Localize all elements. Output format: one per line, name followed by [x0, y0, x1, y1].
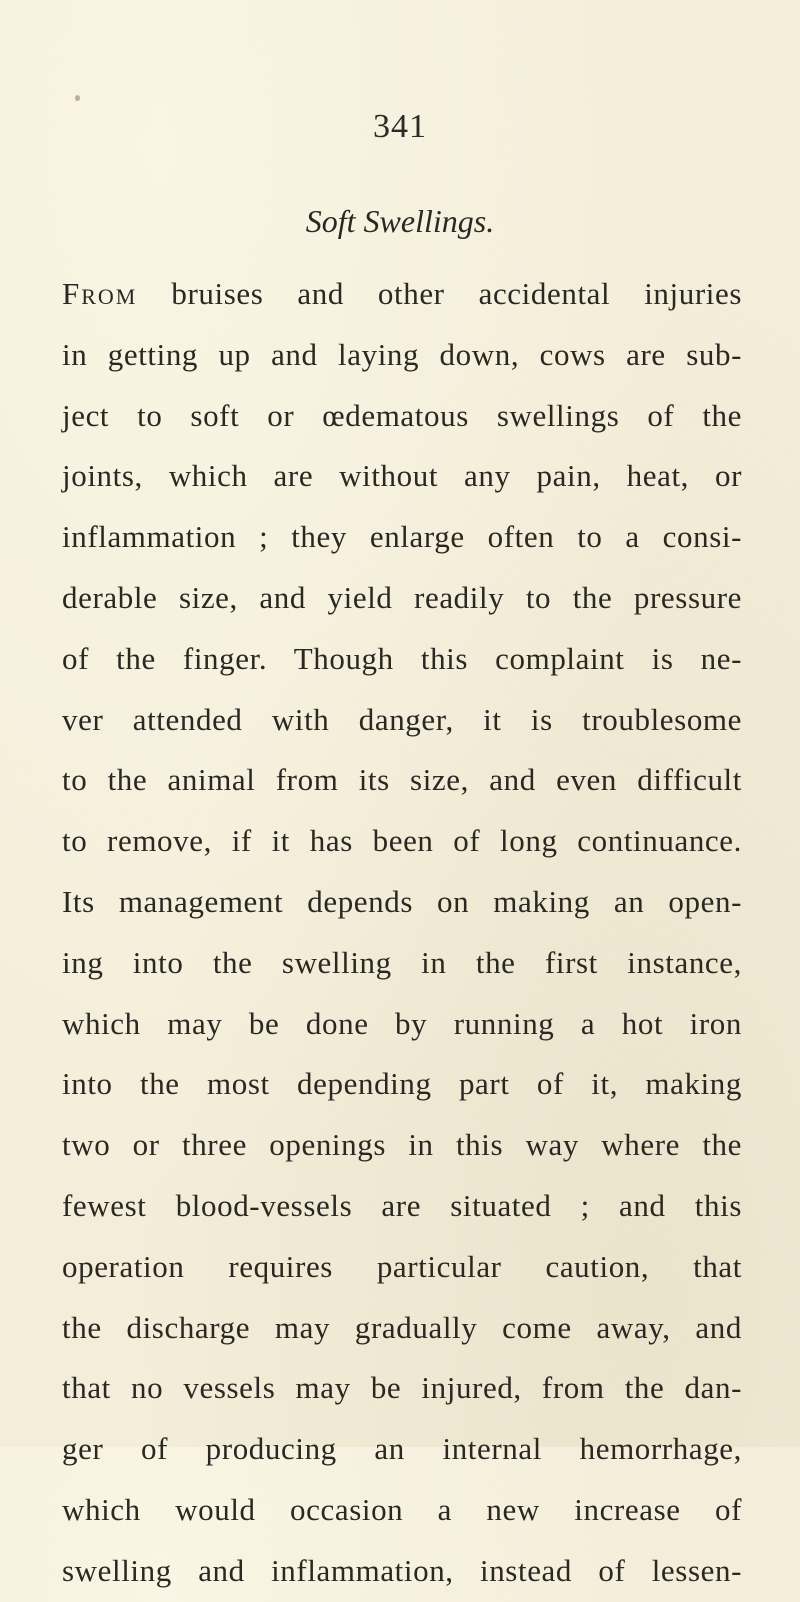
body-paragraph	[62, 264, 742, 1602]
text-line	[62, 264, 742, 325]
text-line: to the animal from its size, and even difficult	[62, 762, 742, 798]
text-line: derable size, and yield readily to the pressure	[62, 579, 742, 615]
text-line: Its management depends on making an open-	[62, 883, 742, 919]
text-line: ject to soft or œdematous swellings of the	[62, 397, 742, 433]
text-line: into the most depending part of it, making	[62, 1066, 742, 1102]
text-line: which would occasion a new increase of	[62, 1491, 742, 1527]
text-line: joints, which are without any pain, heat, or	[62, 458, 742, 494]
text-line: fewest blood-vessels are situated ; and this	[62, 1187, 742, 1223]
text-line: the discharge may gradually come away, and	[62, 1309, 742, 1345]
text-line: of the finger. Though this complaint is ne-	[62, 640, 742, 676]
text-line: swelling and inflammation, instead of lessen-	[62, 1552, 742, 1588]
text-line: that no vessels may be injured, from the dan-	[62, 1370, 742, 1406]
section-title: Soft Swellings.	[305, 203, 495, 239]
page-number: 341	[373, 108, 427, 145]
text-line: ger of producing an internal hemorrhage,	[62, 1431, 742, 1467]
text-line: which may be done by running a hot iron	[62, 1005, 742, 1041]
text-line: two or three openings in this way where the	[62, 1127, 742, 1163]
text-line: in getting up and laying down, cows are sub-	[62, 336, 742, 372]
text-line: to remove, if it has been of long continuance.	[62, 823, 742, 859]
text-line-content: bruises and other accidental injuries	[137, 276, 742, 311]
text-line: operation requires particular caution, that	[62, 1248, 742, 1284]
paper-speck	[75, 95, 80, 101]
opening-word: From	[62, 276, 138, 311]
text-line: ing into the swelling in the first instance,	[62, 944, 742, 980]
text-line: ver attended with danger, it is troublesome	[62, 701, 742, 737]
text-line: inflammation ; they enlarge often to a consi-	[62, 519, 742, 555]
